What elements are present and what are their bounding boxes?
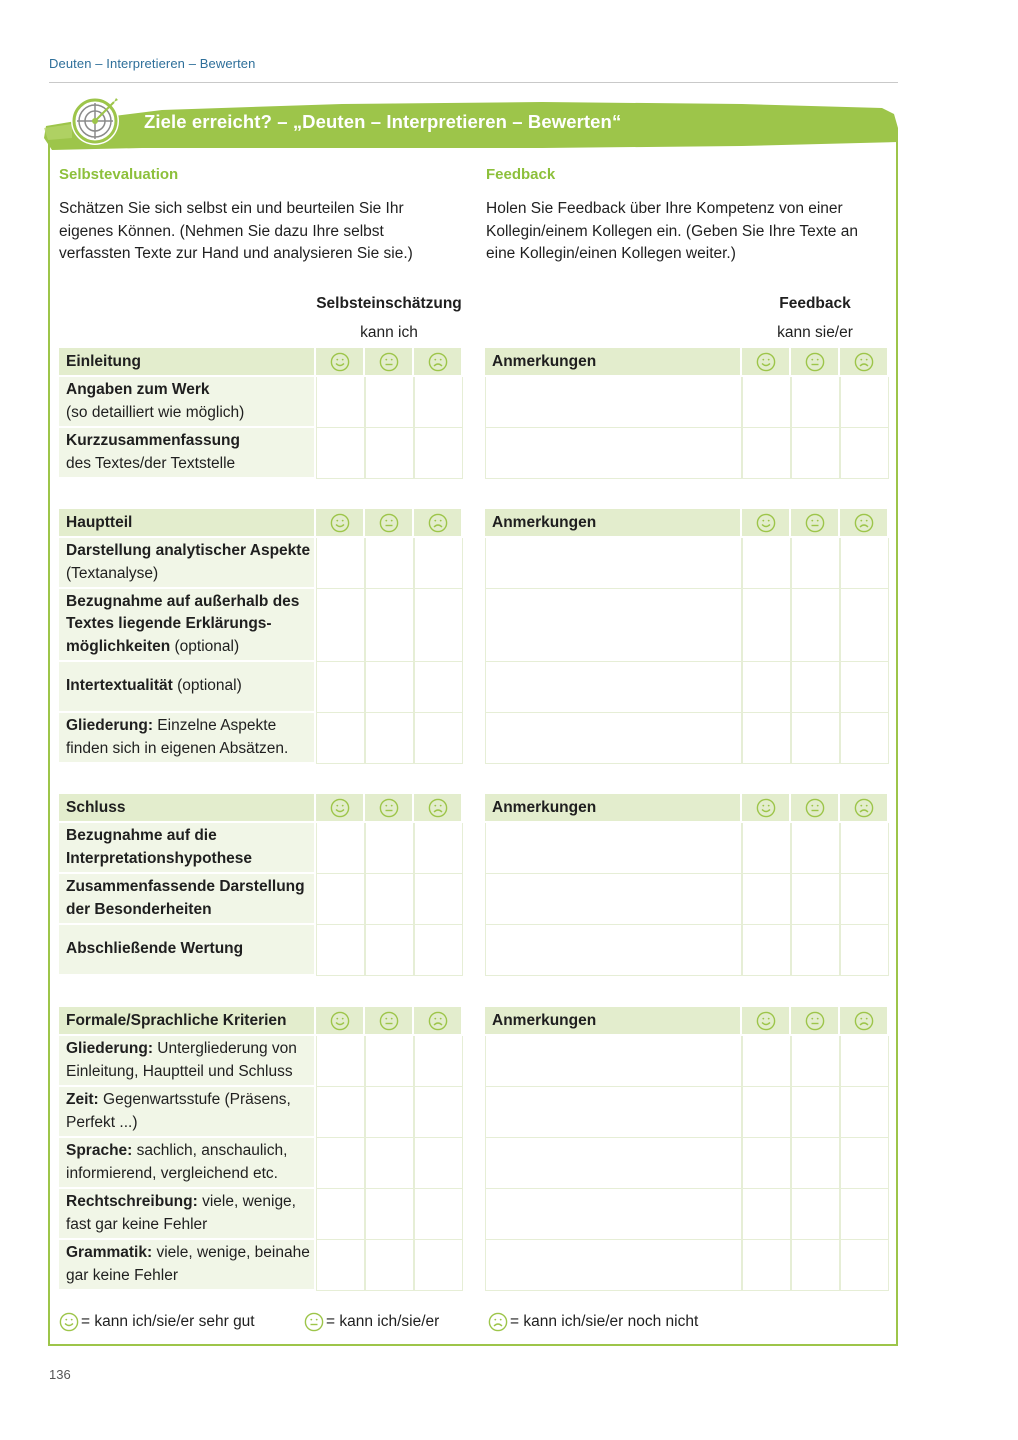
rating-checkbox[interactable] <box>840 662 889 713</box>
rating-checkbox[interactable] <box>316 1189 365 1240</box>
smiley-neutral-icon <box>805 798 825 818</box>
rating-checkbox[interactable] <box>742 1189 791 1240</box>
rating-checkbox[interactable] <box>742 1138 791 1189</box>
running-head: Deuten – Interpretieren – Bewerten <box>49 56 256 71</box>
rating-checkbox[interactable] <box>742 428 791 479</box>
rating-checkbox[interactable] <box>742 713 791 764</box>
rating-checkbox[interactable] <box>365 1087 414 1138</box>
self-assessment-column-subheading: kann ich <box>360 324 418 341</box>
rating-header <box>365 509 414 538</box>
criterion-row <box>59 1138 463 1189</box>
remarks-field[interactable] <box>485 823 742 874</box>
rating-checkbox[interactable] <box>742 823 791 874</box>
criterion-row <box>59 662 463 713</box>
criterion-row <box>59 538 463 589</box>
rating-header <box>365 348 414 377</box>
rating-header <box>791 1007 840 1036</box>
rating-header <box>791 794 840 823</box>
self-evaluation-intro: Schätzen Sie sich selbst ein und beurteilen Sie Ihr eigenes Können. (Nehmen Sie dazu Ihre selbst verfassten Texte zur Hand und analysieren Sie sie.) <box>59 200 413 262</box>
feedback-row <box>485 925 889 976</box>
feedback-row <box>485 377 889 428</box>
rating-header <box>316 348 365 377</box>
rating-checkbox[interactable] <box>414 1240 463 1291</box>
rating-checkbox[interactable] <box>316 925 365 976</box>
rating-checkbox[interactable] <box>414 1036 463 1087</box>
rating-checkbox[interactable] <box>414 377 463 428</box>
remarks-field[interactable] <box>485 874 742 925</box>
rating-checkbox[interactable] <box>791 377 840 428</box>
smiley-happy-icon <box>756 1011 776 1031</box>
remarks-field[interactable] <box>485 377 742 428</box>
self-assessment-table-1 <box>59 509 463 764</box>
rating-checkbox[interactable] <box>414 874 463 925</box>
smiley-happy-icon <box>59 1312 79 1332</box>
rating-header <box>414 509 463 538</box>
remarks-field[interactable] <box>485 428 742 479</box>
feedback-row <box>485 662 889 713</box>
criterion-label: Sprache: sachlich, anschaulich, informierend, vergleichend etc. <box>59 1138 316 1189</box>
page-number: 136 <box>49 1367 71 1382</box>
smiley-happy-icon <box>756 513 776 533</box>
smiley-sad-icon <box>428 352 448 372</box>
remarks-field[interactable] <box>485 925 742 976</box>
rating-checkbox[interactable] <box>316 823 365 874</box>
feedback-row <box>485 1138 889 1189</box>
remarks-field[interactable] <box>485 1240 742 1291</box>
rating-header <box>365 1007 414 1036</box>
remarks-field[interactable] <box>485 1036 742 1087</box>
feedback-row <box>485 823 889 874</box>
remarks-field[interactable] <box>485 713 742 764</box>
criterion-row <box>59 925 463 976</box>
rating-checkbox[interactable] <box>742 1240 791 1291</box>
self-assessment-table-0 <box>59 348 463 479</box>
rating-header <box>316 509 365 538</box>
rating-checkbox[interactable] <box>316 377 365 428</box>
rating-checkbox[interactable] <box>840 823 889 874</box>
rating-checkbox[interactable] <box>365 1036 414 1087</box>
rating-checkbox[interactable] <box>414 713 463 764</box>
rating-header <box>742 1007 791 1036</box>
rating-checkbox[interactable] <box>365 713 414 764</box>
criterion-label: Grammatik: viele, wenige, beinahe gar keine Fehler <box>59 1240 316 1291</box>
page-title: Ziele erreicht? – „Deuten – Interpretieren – Bewerten“ <box>144 111 622 132</box>
rating-checkbox[interactable] <box>840 377 889 428</box>
smiley-sad-icon <box>428 513 448 533</box>
rating-checkbox[interactable] <box>316 428 365 479</box>
rating-header <box>742 348 791 377</box>
criterion-row <box>59 377 463 428</box>
rating-checkbox[interactable] <box>316 589 365 662</box>
feedback-row <box>485 1240 889 1291</box>
smiley-sad-icon <box>488 1312 508 1332</box>
smiley-neutral-icon <box>805 1011 825 1031</box>
rating-checkbox[interactable] <box>840 1189 889 1240</box>
rating-checkbox[interactable] <box>365 662 414 713</box>
criterion-label: Abschließende Wertung <box>59 925 316 976</box>
smiley-happy-icon <box>330 352 350 372</box>
rating-checkbox[interactable] <box>791 823 840 874</box>
feedback-table-3 <box>485 1007 889 1291</box>
criterion-label: Darstellung analytischer Aspekte (Textanalyse) <box>59 538 316 589</box>
smiley-happy-icon <box>756 798 776 818</box>
feedback-row <box>485 589 889 662</box>
rating-header <box>365 794 414 823</box>
rating-header <box>840 1007 889 1036</box>
feedback-table-1 <box>485 509 889 764</box>
legend-item <box>488 1312 698 1332</box>
smiley-happy-icon <box>756 352 776 372</box>
remarks-field[interactable] <box>485 538 742 589</box>
remarks-header: Anmerkungen <box>485 348 742 377</box>
rating-header <box>791 348 840 377</box>
rating-checkbox[interactable] <box>316 662 365 713</box>
remarks-field[interactable] <box>485 1087 742 1138</box>
self-assessment-table-2 <box>59 794 463 976</box>
criterion-label: Bezugnahme auf außerhalb des Textes liegende Erklärungs-möglichkeiten (optional) <box>59 589 316 662</box>
smiley-neutral-icon <box>379 798 399 818</box>
rating-checkbox[interactable] <box>365 925 414 976</box>
criterion-row <box>59 823 463 874</box>
criterion-row <box>59 1189 463 1240</box>
rating-checkbox[interactable] <box>840 1240 889 1291</box>
rating-checkbox[interactable] <box>840 1087 889 1138</box>
feedback-row <box>485 874 889 925</box>
remarks-header: Anmerkungen <box>485 509 742 538</box>
criterion-label: Zeit: Gegenwartsstufe (Präsens, Perfekt ...) <box>59 1087 316 1138</box>
rating-header <box>414 794 463 823</box>
smiley-sad-icon <box>428 1011 448 1031</box>
feedback-column-subheading: kann sie/er <box>777 324 853 341</box>
rating-checkbox[interactable] <box>791 589 840 662</box>
rating-header <box>414 348 463 377</box>
rating-checkbox[interactable] <box>316 1138 365 1189</box>
rating-header <box>840 794 889 823</box>
smiley-sad-icon <box>854 1011 874 1031</box>
rating-checkbox[interactable] <box>365 538 414 589</box>
smiley-sad-icon <box>854 352 874 372</box>
rating-checkbox[interactable] <box>840 874 889 925</box>
rating-checkbox[interactable] <box>840 1138 889 1189</box>
rating-checkbox[interactable] <box>414 823 463 874</box>
rating-checkbox[interactable] <box>840 428 889 479</box>
rating-checkbox[interactable] <box>791 874 840 925</box>
smiley-neutral-icon <box>805 352 825 372</box>
rating-checkbox[interactable] <box>742 1087 791 1138</box>
rating-checkbox[interactable] <box>742 874 791 925</box>
section-title: Schluss <box>59 794 316 823</box>
feedback-row <box>485 1189 889 1240</box>
smiley-sad-icon <box>428 798 448 818</box>
rating-checkbox[interactable] <box>791 713 840 764</box>
section-title: Formale/Sprachliche Kriterien <box>59 1007 316 1036</box>
legend-text: = kann ich/sie/er sehr gut <box>81 1313 255 1330</box>
feedback-row <box>485 713 889 764</box>
rating-checkbox[interactable] <box>840 1036 889 1087</box>
rating-checkbox[interactable] <box>316 874 365 925</box>
criterion-row <box>59 428 463 479</box>
feedback-row <box>485 538 889 589</box>
rating-checkbox[interactable] <box>365 589 414 662</box>
feedback-intro: Holen Sie Feedback über Ihre Kompetenz von einer Kollegin/einem Kollegen ein. (Geben Sie Ihre Texte an eine Kollegin/einen Kollegen weiter.) <box>486 200 858 262</box>
rating-checkbox[interactable] <box>791 538 840 589</box>
feedback-table-0 <box>485 348 889 479</box>
rating-checkbox[interactable] <box>742 925 791 976</box>
feedback-row <box>485 428 889 479</box>
criterion-label: Rechtschreibung: viele, wenige, fast gar keine Fehler <box>59 1189 316 1240</box>
legend-item <box>304 1312 439 1332</box>
rating-checkbox[interactable] <box>742 377 791 428</box>
self-assessment-table-3 <box>59 1007 463 1291</box>
smiley-sad-icon <box>854 513 874 533</box>
rating-checkbox[interactable] <box>365 377 414 428</box>
rating-checkbox[interactable] <box>414 1087 463 1138</box>
rating-checkbox[interactable] <box>414 662 463 713</box>
rating-checkbox[interactable] <box>316 713 365 764</box>
rating-header <box>742 794 791 823</box>
rating-header <box>414 1007 463 1036</box>
rating-checkbox[interactable] <box>742 538 791 589</box>
legend-text: = kann ich/sie/er noch nicht <box>510 1313 699 1330</box>
remarks-field[interactable] <box>485 662 742 713</box>
remarks-header: Anmerkungen <box>485 1007 742 1036</box>
rating-checkbox[interactable] <box>840 589 889 662</box>
criterion-label: Zusammenfassende Darstellung der Besonderheiten <box>59 874 316 925</box>
remarks-field[interactable] <box>485 1138 742 1189</box>
rating-checkbox[interactable] <box>791 1240 840 1291</box>
rating-checkbox[interactable] <box>365 823 414 874</box>
rating-checkbox[interactable] <box>791 1189 840 1240</box>
self-evaluation-heading: Selbstevaluation <box>59 166 179 183</box>
rating-checkbox[interactable] <box>316 1240 365 1291</box>
rating-header <box>742 509 791 538</box>
rating-checkbox[interactable] <box>840 713 889 764</box>
rating-checkbox[interactable] <box>791 925 840 976</box>
rating-checkbox[interactable] <box>742 662 791 713</box>
rating-header <box>791 509 840 538</box>
remarks-header: Anmerkungen <box>485 794 742 823</box>
legend-item <box>59 1312 255 1332</box>
smiley-neutral-icon <box>304 1312 324 1332</box>
rating-checkbox[interactable] <box>840 538 889 589</box>
rating-checkbox[interactable] <box>414 1189 463 1240</box>
feedback-row <box>485 1036 889 1087</box>
criterion-label: Gliederung: Einzelne Aspekte finden sich in eigenen Absätzen. <box>59 713 316 764</box>
rating-checkbox[interactable] <box>414 428 463 479</box>
rating-checkbox[interactable] <box>791 662 840 713</box>
rating-checkbox[interactable] <box>316 538 365 589</box>
rating-checkbox[interactable] <box>840 925 889 976</box>
criterion-row <box>59 1240 463 1291</box>
smiley-neutral-icon <box>379 513 399 533</box>
feedback-column-heading: Feedback <box>779 295 851 312</box>
rating-checkbox[interactable] <box>365 1240 414 1291</box>
criterion-row <box>59 713 463 764</box>
rating-checkbox[interactable] <box>316 1036 365 1087</box>
rating-header <box>316 794 365 823</box>
section-title: Einleitung <box>59 348 316 377</box>
smiley-sad-icon <box>854 798 874 818</box>
criterion-row <box>59 589 463 662</box>
feedback-row <box>485 1087 889 1138</box>
feedback-heading: Feedback <box>486 166 556 183</box>
rating-checkbox[interactable] <box>365 1189 414 1240</box>
rating-checkbox[interactable] <box>791 428 840 479</box>
criterion-label: Intertextualität (optional) <box>59 662 316 713</box>
rating-checkbox[interactable] <box>414 589 463 662</box>
smiley-neutral-icon <box>379 1011 399 1031</box>
smiley-happy-icon <box>330 798 350 818</box>
rating-header <box>316 1007 365 1036</box>
rating-checkbox[interactable] <box>414 1138 463 1189</box>
smiley-neutral-icon <box>379 352 399 372</box>
rating-checkbox[interactable] <box>365 428 414 479</box>
criterion-label: Angaben zum Werk (so detailliert wie möglich) <box>59 377 316 428</box>
target-icon <box>70 96 120 146</box>
rating-checkbox[interactable] <box>791 1036 840 1087</box>
rating-checkbox[interactable] <box>791 1138 840 1189</box>
header-divider <box>49 82 898 83</box>
criterion-label: Kurzzusammenfassung des Textes/der Textstelle <box>59 428 316 479</box>
smiley-neutral-icon <box>805 513 825 533</box>
rating-header <box>840 509 889 538</box>
rating-header <box>840 348 889 377</box>
legend-text: = kann ich/sie/er <box>326 1313 440 1330</box>
criterion-label: Gliederung: Untergliederung von Einleitung, Hauptteil und Schluss <box>59 1036 316 1087</box>
smiley-happy-icon <box>330 513 350 533</box>
remarks-field[interactable] <box>485 589 742 662</box>
rating-checkbox[interactable] <box>791 1087 840 1138</box>
rating-checkbox[interactable] <box>414 925 463 976</box>
criterion-row <box>59 1036 463 1087</box>
rating-checkbox[interactable] <box>414 538 463 589</box>
smiley-happy-icon <box>330 1011 350 1031</box>
self-assessment-column-heading: Selbsteinschätzung <box>316 295 462 312</box>
criterion-row <box>59 874 463 925</box>
feedback-table-2 <box>485 794 889 976</box>
rating-checkbox[interactable] <box>742 1036 791 1087</box>
rating-checkbox[interactable] <box>365 1138 414 1189</box>
section-title: Hauptteil <box>59 509 316 538</box>
rating-checkbox[interactable] <box>316 1087 365 1138</box>
rating-checkbox[interactable] <box>742 589 791 662</box>
criterion-row <box>59 1087 463 1138</box>
rating-checkbox[interactable] <box>365 874 414 925</box>
remarks-field[interactable] <box>485 1189 742 1240</box>
criterion-label: Bezugnahme auf die Interpretationshypothese <box>59 823 316 874</box>
